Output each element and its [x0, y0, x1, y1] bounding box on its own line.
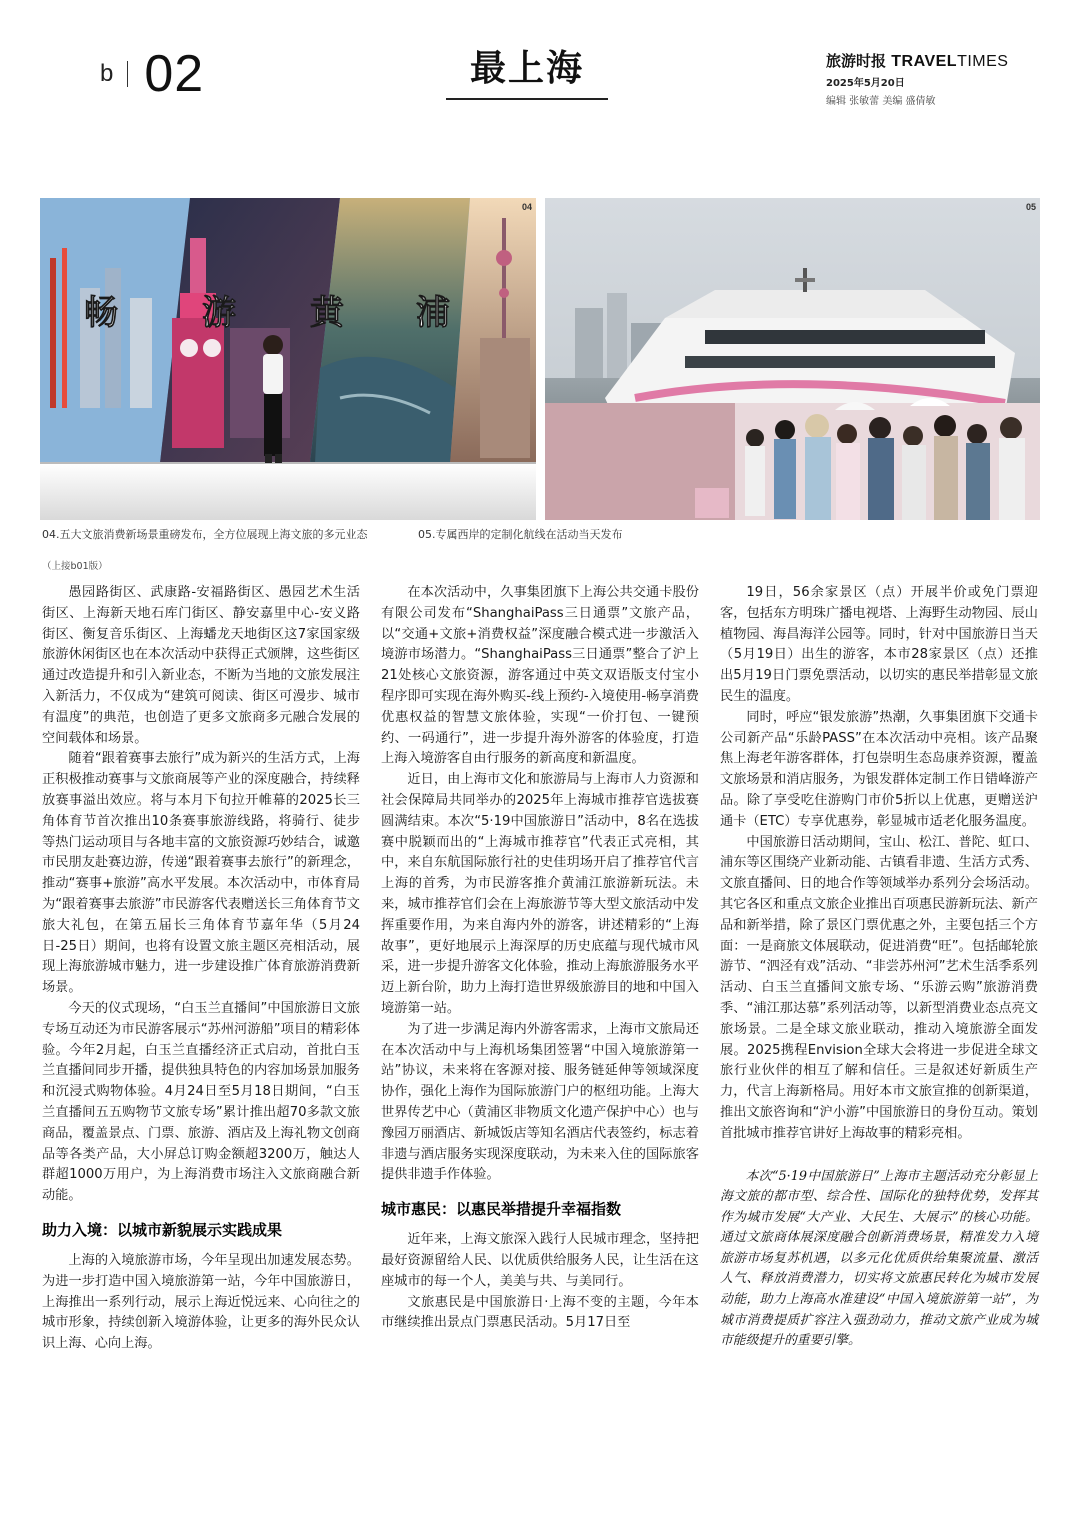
photo-05-number: 05 [1025, 202, 1036, 212]
issue-date: 2025年5月20日 [826, 78, 905, 89]
banner-char-1: 畅 [84, 293, 118, 333]
brand-en2: TIMES [957, 53, 1009, 70]
brand-cn: 旅游时报 [826, 52, 887, 70]
article-column-3 [720, 583, 1038, 1352]
column-title: 最上海 [469, 47, 584, 89]
photo-05-boat-launch [545, 198, 1040, 520]
article-column-1 [42, 583, 360, 1355]
editors-line: 编辑 张敏蕾 美编 盛倩敏 [826, 96, 936, 107]
paragraph: 同时，呼应“银发旅游”热潮，久事集团旗下交通卡公司新产品“乐龄PASS”在本次活动中亮相。该产品聚焦上海老年游客群体，打包崇明生态岛康养资源，覆盖文旅场景和消店服务，为银发群体定制工作日错峰游产品。除了享受吃住游购门市价5折以上优惠，更赠送沪通卡（ETC）专享优惠券，彰显城市适老化服务温度。 [720, 709, 1038, 829]
paragraph: 为了进一步满足海内外游客需求，上海市文旅局还在本次活动中与上海机场集团签署“中国入境旅游第一站”协议，未来将在客源对接、服务链延伸等领域深度协作，强化上海作为国际旅游门户的枢纽功能。上海大世界传艺中心（黄浦区非物质文化遗产保护中心）也与豫园万丽酒店、新城饭店等知名酒店代表签约，标志着非遗与酒店服务实现深度联动，为未来入住的国际旅客提供非遗手作体验。 [381, 1021, 699, 1183]
banner-char-4: 浦 [416, 293, 450, 333]
continued-from: （上接b01版） [42, 561, 108, 572]
caption-04: 04.五大文旅消费新场景重磅发布，全方位展现上海文旅的多元业态 [42, 528, 368, 541]
photo-04-stage-launch [40, 198, 536, 520]
paragraph: 近日，由上海市文化和旅游局与上海市人力资源和社会保障局共同举办的2025年上海城市推荐官选拔赛圆满结束。本次“5·19中国旅游日”活动中，8名在选拔赛中脱颖而出的“上海城市推荐官”代表正式亮相，其中，来自东航国际旅行社的史佳玥场开启了推荐官代言上海的首秀，为市民游客推介黄浦江旅游新玩法。未来，城市推荐官们会在上海旅游节等大型文旅活动中发挥重要作用，为来自海内外的游客，讲述精彩的“上海故事”，更好地展示上海深厚的历史底蕴与现代城市风采，进一步提升游客文化体验，推动上海旅游服务水平迈上新台阶，助力上海打造世界级旅游目的地和中国入境游第一站。 [381, 772, 699, 1016]
paragraph: 愚园路街区、武康路-安福路街区、愚园艺术生活街区、上海新天地石库门街区、静安嘉里中心-安义路街区、衡复音乐街区、上海蟠龙天地街区这7家国家级旅游休闲街区也在本次活动中获得正式颁牌，这些街区通过改造提升和引入新业态，不断为当地的文旅发展注入新活力，不仅成为“建筑可阅读、街区可漫步、城市有温度”的典范，也创造了更多文旅商多元融合发展的空间载体和场景。 [42, 585, 360, 746]
paragraph: 中国旅游日活动期间，宝山、松江、普陀、虹口、浦东等区围绕产业新动能、古镇看非遗、生活方式秀、文旅直播间、日的地合作等领域举办系列分会场活动。其它各区和重点文旅企业推出百项惠民游新玩法、新产品和新举措，除了景区门票优惠之外，主要包括三个方面：一是商旅文体展联动，促进消费“旺”。包括邮轮旅游节、“泗泾有戏”活动、“非尝苏州河”艺术生活季系列活动、白玉兰直播间文旅专场、“乐游云购”旅游消费季、“浦江那达慕”系列活动等，以新型消费业态点亮文旅场景。二是全球文旅业联动，推动入境旅游全面发展。2025携程Envision全球大会将进一步促进全球文旅行业伙伴的相互了解和信任。三是叙述好新质生产力，代言上海新格局。用好本市文旅宣推的创新渠道，推出文旅咨询和“沪小游”中国旅游日的身份互动。策划首批城市推荐官讲好上海故事的精彩亮相。 [720, 834, 1038, 1141]
paragraph: 19日，56余家景区（点）开展半价或免门票迎客，包括东方明珠广播电视塔、上海野生动物园、辰山植物园、海昌海洋公园等。同时，针对中国旅游日当天（5月19日）出生的游客，本市28家景区（点）还推出5月19日门票免票活动，以切实的惠民举措彰显文旅民生的温度。 [720, 585, 1038, 704]
section-letter: b [100, 60, 114, 87]
section-heading-benefits: 城市惠民：以惠民举措提升幸福指数 [381, 1200, 622, 1219]
speaker-figure [263, 335, 283, 463]
paragraph: 在本次活动中，久事集团旗下上海公共交通卡股份有限公司发布“ShanghaiPass三日通票”文旅产品，以“交通+文旅+消费权益”深度融合模式进一步激活入境游市场潜力。“ShanghaiPass三日通票”整合了沪上21处核心文旅资源，游客通过中英文双语版支付宝小程序即可实现在海外购买-线上预约-入境使用-畅享消费优惠权益的智慧文旅体验，实现“一价打包、一键预约、一码通行”，进一步提升海外游客的体验度，打造上海入境游客自由行服务的新高度和新温度。 [381, 585, 699, 767]
article-column-2 [381, 583, 699, 1334]
photo-05-image [545, 198, 1040, 520]
paragraph: 随着“跟着赛事去旅行”成为新兴的生活方式，上海正积极推动赛事与文旅商展等产业的深度融合，持续释放赛事溢出效应。将与本月下旬拉开帷幕的2025长三角体育节首次推出10条赛事旅游线路，将骑行、徒步等热门运动项目与各地丰富的文旅资源巧妙结合，诚邀市民朋友赴赛边游，传递“跟着赛事去旅行”的新理念，推动“赛事+旅游”高水平发展。本次活动中，市体育局为“跟着赛事去旅游”市民游客代表赠送长三角体育节文旅大礼包，在第五届长三角体育节嘉年华（5月24日-25日）期间，也将有设置文旅主题区亮相活动，展现上海旅游城市魅力，进一步建设推广体育旅游消费新场景。 [42, 751, 360, 996]
banner-char-2: 游 [202, 293, 236, 333]
section-heading-inbound: 助力入境：以城市新貌展示实践成果 [42, 1220, 283, 1239]
newspaper-brand [826, 50, 1008, 107]
page-number: 02 [144, 45, 205, 103]
photo-04-number: 04 [521, 202, 532, 212]
closing-summary: 本次“5·19中国旅游日”上海市主题活动充分彰显上海文旅的都市型、综合性、国际化的独特优势，发挥其作为城市发展“大产业、大民生、大展示”的核心功能。通过文旅商体展深度融合创新消费场景，精准发力入境旅游市场复苏机遇，以多元化优质供给集聚流量、激活人气、释放消费潜力，切实将文旅惠民转化为城市发展动能，助力上海高水准建设“中国入境旅游第一站”，为城市消费提质扩容注入强劲动力，推动文旅产业成为城市能级提升的重要引擎。 [720, 1168, 1038, 1349]
column-title-underline [446, 98, 608, 100]
paragraph: 上海的入境旅游市场，今年呈现出加速发展态势。为进一步打造中国入境旅游第一站，今年中国旅游日，上海推出一系列行动，展示上海近悦远来、心向往之的城市形象，持续创新入境游体验，让更多的海外民众认识上海、心向上海。 [42, 1252, 360, 1352]
brand-logo [826, 50, 1008, 71]
brand-en: TRAVEL [891, 53, 958, 70]
divider [127, 61, 128, 87]
page-number-block [100, 45, 205, 103]
paragraph: 近年来，上海文旅深入践行人民城市理念，坚持把最好资源留给人民、以优质供给服务人民，让生活在这座城市的每一个人，美美与共、与美同行。 [381, 1232, 699, 1289]
paragraph: 文旅惠民是中国旅游日·上海不变的主题，今年本市继续推出景点门票惠民活动。5月17日至 [381, 1294, 699, 1331]
paragraph: 今天的仪式现场，“白玉兰直播间”中国旅游日文旅专场互动还为市民游客展示“苏州河游船”项目的精彩体验。今年2月起，白玉兰直播经济正式启动，首批白玉兰直播间同步开播，提供独具特色的内容加场景加服务和沉浸式购物体验。4月24日至5月18日期间，“白玉兰直播间五五购物节文旅专场”累计推出超70多款文旅商品，覆盖景点、门票、旅游、酒店及上海礼物文创商品等各类产品，大小屏总订购金额超3200万，触达人群超1000万用户，为上海消费市场注入文旅商融合新动能。 [42, 1000, 360, 1204]
banner-char-3: 黄 [310, 293, 344, 333]
photo-04-image [40, 198, 536, 520]
caption-05: 05.专属西岸的定制化航线在活动当天发布 [418, 528, 623, 541]
